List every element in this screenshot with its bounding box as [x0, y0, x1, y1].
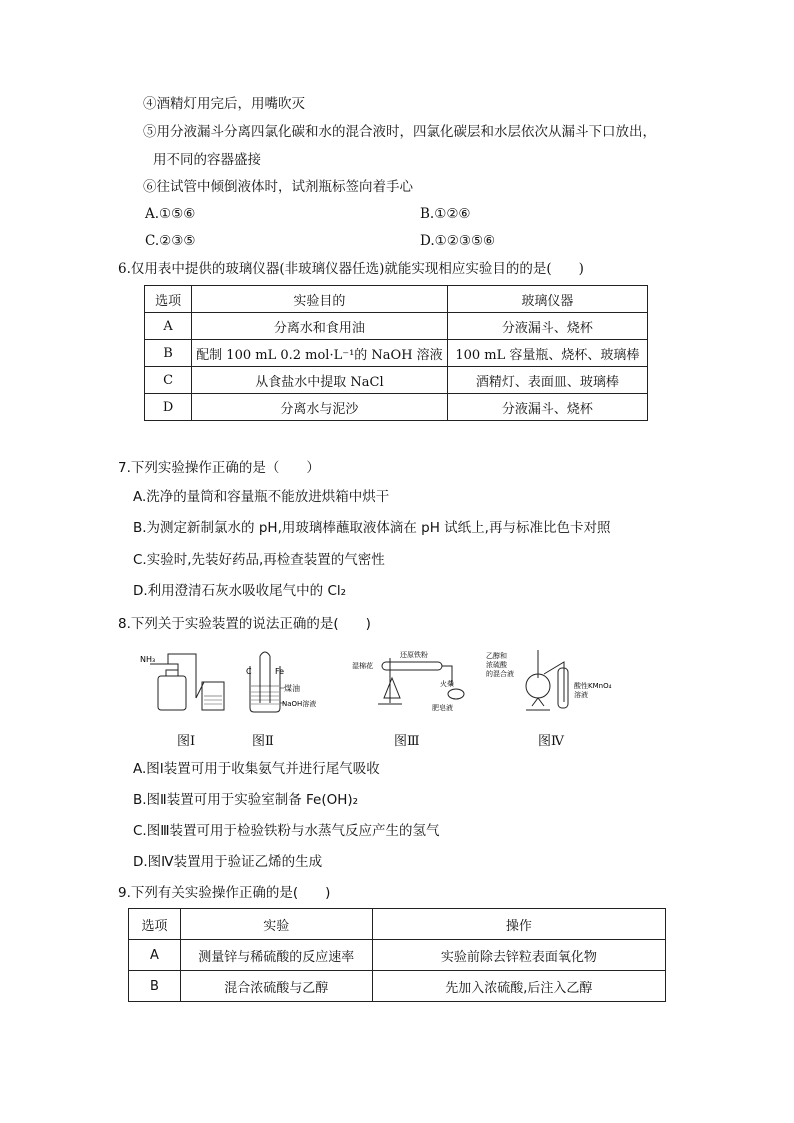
table-header-cell: 选项 [129, 909, 181, 940]
q7-option-b: B.为测定新制氯水的 pH,用玻璃棒蘸取液体滴在 pH 试纸上,再与标准比色卡对照 [133, 520, 611, 536]
table-header-cell: 选项 [145, 286, 192, 313]
q7-option-a: A.洗净的量筒和容量瓶不能放进烘箱中烘干 [133, 489, 390, 505]
fig2-naoh-label: NaOH溶液 [282, 700, 317, 708]
q8-option-c: C.图Ⅲ装置可用于检验铁粉与水蒸气反应产生的氢气 [133, 823, 440, 839]
fig3-match-label: 火柴 [440, 680, 454, 688]
fig1-gas-label: NH₃ [140, 655, 156, 664]
table-row [145, 367, 648, 394]
table-row [129, 940, 666, 971]
table-header-row [145, 286, 648, 313]
fig4-kmno4-line1: 酸性KMnO₄ [574, 682, 612, 690]
table-cell: B [129, 971, 181, 1002]
table-cell: D [145, 394, 192, 421]
table-cell: A [145, 313, 192, 340]
fig4-mix-line2: 浓硫酸 [486, 661, 507, 669]
fig4-mix-line3: 的混合液 [486, 670, 514, 678]
table-cell: 配制 100 mL 0.2 mol·L⁻¹的 NaOH 溶液 [192, 340, 448, 367]
figure-3-apparatus [352, 648, 472, 718]
fig2-c-label: C [246, 667, 252, 676]
q5-option-a: A.①⑤⑥ [145, 206, 196, 222]
q5-item-4: ④酒精灯用完后，用嘴吹灭 [143, 96, 305, 112]
table-cell: 100 mL 容量瓶、烧杯、玻璃棒 [447, 340, 647, 367]
table-cell: 实验前除去锌粒表面氧化物 [372, 940, 665, 971]
q5-option-b: B.①②⑥ [420, 206, 471, 222]
table-header-cell: 实验目的 [192, 286, 448, 313]
figure-2-label: 图Ⅱ [252, 734, 274, 749]
q8-option-d: D.图Ⅳ装置用于验证乙烯的生成 [133, 854, 323, 870]
figure-3-label: 图Ⅲ [394, 734, 420, 749]
fig3-soap-label: 肥皂液 [432, 704, 453, 712]
table-row [145, 394, 648, 421]
table-cell: 混合浓硫酸与乙醇 [180, 971, 372, 1002]
q5-option-c: C.②③⑤ [145, 233, 196, 249]
table-cell: A [129, 940, 181, 971]
table-header-cell: 实验 [180, 909, 372, 940]
q7-stem: 7.下列实验操作正确的是（ ） [118, 460, 320, 476]
table-cell: 测量锌与稀硫酸的反应速率 [180, 940, 372, 971]
q9-table [128, 908, 666, 1002]
figure-2-apparatus [240, 648, 320, 718]
table-row [145, 313, 648, 340]
table-cell: 酒精灯、表面皿、玻璃棒 [447, 367, 647, 394]
fig3-cotton-label: 湿棉花 [352, 662, 373, 670]
figure-1-label: 图Ⅰ [177, 734, 196, 749]
table-row [129, 971, 666, 1002]
q7-option-d: D.利用澄清石灰水吸收尾气中的 Cl₂ [133, 583, 347, 599]
q8-stem: 8.下列关于实验装置的说法正确的是( ) [118, 616, 371, 632]
table-cell: 分液漏斗、烧杯 [447, 313, 647, 340]
q8-option-b: B.图Ⅱ装置可用于实验室制备 Fe(OH)₂ [133, 792, 359, 808]
q5-item-5: ⑤用分液漏斗分离四氯化碳和水的混合液时，四氯化碳层和水层依次从漏斗下口放出， [143, 124, 656, 140]
table-cell: 分离水与泥沙 [192, 394, 448, 421]
q5-item-6: ⑥往试管中倾倒液体时，试剂瓶标签向着手心 [143, 179, 413, 195]
table-cell: B [145, 340, 192, 367]
q5-option-d: D.①②③⑤⑥ [420, 233, 496, 249]
table-row [145, 340, 648, 367]
table-header-row [129, 909, 666, 940]
q9-stem: 9.下列有关实验操作正确的是( ) [118, 885, 331, 901]
figure-4-label: 图Ⅳ [538, 734, 564, 749]
table-cell: 从食盐水中提取 NaCl [192, 367, 448, 394]
figure-1-apparatus [138, 648, 230, 718]
fig2-oil-label: 煤油 [284, 684, 300, 693]
fig4-kmno4-line2: 溶液 [574, 691, 588, 699]
table-cell: 分离水和食用油 [192, 313, 448, 340]
fig2-fe-label: Fe [275, 667, 285, 676]
q6-stem: 6.仅用表中提供的玻璃仪器(非玻璃仪器任选)就能实现相应实验目的的是( ) [118, 261, 584, 277]
q7-option-c: C.实验时,先装好药品,再检查装置的气密性 [133, 552, 385, 568]
table-cell: 分液漏斗、烧杯 [447, 394, 647, 421]
table-cell: C [145, 367, 192, 394]
figure-4-apparatus [486, 648, 626, 718]
q5-item-5-cont: 用不同的容器盛接 [153, 152, 261, 168]
q6-table [144, 285, 648, 421]
table-header-cell: 玻璃仪器 [447, 286, 647, 313]
q8-option-a: A.图Ⅰ装置可用于收集氨气并进行尾气吸收 [133, 761, 380, 777]
table-cell: 先加入浓硫酸,后注入乙醇 [372, 971, 665, 1002]
fig3-iron-label: 还原铁粉 [400, 651, 428, 659]
fig4-mix-line1: 乙醇和 [486, 652, 507, 660]
table-header-cell: 操作 [372, 909, 665, 940]
